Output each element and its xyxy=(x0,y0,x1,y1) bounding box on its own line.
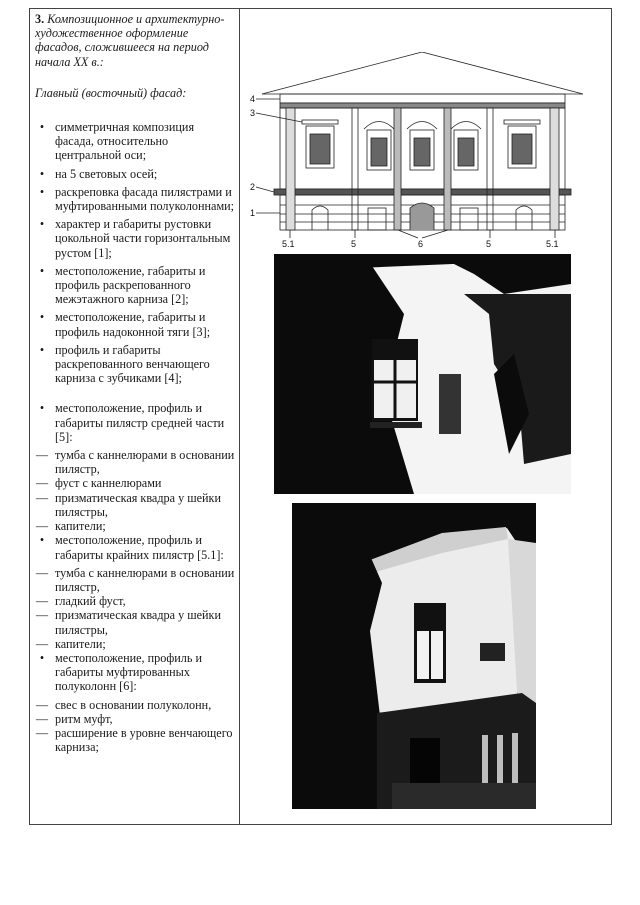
bullet-item xyxy=(35,264,235,307)
item-text: раскреповка фасада пилястрами и муфтированными полуколоннами; xyxy=(55,184,235,214)
roof-outline xyxy=(262,52,583,94)
item-text: капители; xyxy=(55,519,106,534)
item-text: профиль и габариты раскрепованного венчающего карниза с зубчиками [4]; xyxy=(55,342,210,386)
description-column xyxy=(35,12,235,754)
label-2: 2 xyxy=(250,182,256,192)
label-4: 4 xyxy=(250,94,256,104)
dash-mark: — xyxy=(35,490,49,505)
dash-subitem xyxy=(35,566,235,594)
bullet-item xyxy=(35,343,235,386)
section-number: 3. xyxy=(35,12,45,26)
item-text: расширение в уровне венчающего карниза; xyxy=(55,725,233,755)
dash-subitem xyxy=(35,637,235,651)
dash-mark: — xyxy=(35,565,49,580)
section-heading xyxy=(35,12,235,69)
item-text: местоположение, габариты и профиль надоконной тяги [3]; xyxy=(55,310,211,339)
dash-subitem xyxy=(35,476,235,490)
dash-mark: — xyxy=(35,697,49,712)
dash-subitem xyxy=(35,712,235,726)
facade-photo-window xyxy=(274,254,571,494)
dash-mark: — xyxy=(35,476,49,491)
dash-mark: — xyxy=(35,725,49,740)
item-text: призматическая квадра у шейки пилястры, xyxy=(55,608,221,637)
bullet-mark: • xyxy=(39,401,45,416)
bullet-item xyxy=(35,310,235,338)
label-5-left: 5 xyxy=(351,239,357,249)
label-1: 1 xyxy=(250,208,256,218)
bullet-item xyxy=(35,185,235,213)
item-text: местоположение, профиль и габариты муфтированных полуколонн [6]: xyxy=(55,650,202,694)
bullet-item xyxy=(35,651,235,694)
dash-mark: — xyxy=(35,519,49,534)
item-text: на 5 световых осей; xyxy=(55,166,158,181)
label-3: 3 xyxy=(250,108,256,118)
bullet-mark: • xyxy=(39,120,45,135)
item-text: симметричная композиция фасада, относительно центральной оси; xyxy=(55,120,195,163)
dash-mark: — xyxy=(35,448,49,463)
dash-subitem xyxy=(35,519,235,533)
facade-heading: Главный (восточный) фасад: xyxy=(35,85,187,100)
item-text: тумба с каннелюрами в основании пилястр, xyxy=(55,565,235,594)
bullet-mark: • xyxy=(39,310,45,325)
dash-subitem xyxy=(35,594,235,608)
item-text: гладкий фуст, xyxy=(55,594,126,609)
bullet-mark: • xyxy=(39,650,45,665)
item-text: свес в основании полуколонн, xyxy=(55,697,212,712)
item-text: капители; xyxy=(55,636,106,651)
bullet-mark: • xyxy=(39,263,45,278)
dash-mark: — xyxy=(35,608,49,623)
bullet-item xyxy=(35,167,235,181)
dash-subitem xyxy=(35,448,235,476)
feature-list xyxy=(35,120,235,754)
facade-photo-corner xyxy=(292,503,536,809)
dash-subitem xyxy=(35,698,235,712)
bullet-item xyxy=(35,533,235,561)
bullet-item xyxy=(35,217,235,260)
dash-subitem xyxy=(35,726,235,754)
item-text: тумба с каннелюрами в основании пилястр, xyxy=(55,448,235,477)
bullet-mark: • xyxy=(39,533,45,548)
dash-subitem xyxy=(35,608,235,636)
bullet-mark: • xyxy=(39,217,45,232)
item-text: местоположение, профиль и габариты пилястр средней части [5]: xyxy=(55,401,225,444)
bullet-mark: • xyxy=(39,342,45,357)
item-text: призматическая квадра у шейки пилястры, xyxy=(55,490,221,519)
item-text: ритм муфт, xyxy=(55,711,113,726)
item-text: местоположение, профиль и габариты крайних пилястр [5.1]: xyxy=(55,533,224,562)
bullet-mark: • xyxy=(39,184,45,199)
dash-mark: — xyxy=(35,711,49,726)
label-5-1-right: 5.1 xyxy=(546,239,559,249)
section-title: Композиционное и архитектурно-художественное оформление фасадов, сложившееся на период начала XX в.: xyxy=(35,12,225,69)
bullet-item xyxy=(35,120,235,163)
item-text: местоположение, габариты и профиль раскрепованного межэтажного карниза [2]; xyxy=(55,263,206,307)
item-text: характер и габариты рустовки цокольной части горизонтальным рустом [1]; xyxy=(55,217,231,260)
dash-mark: — xyxy=(35,636,49,651)
dash-subitem xyxy=(35,491,235,519)
bullet-mark: • xyxy=(39,166,45,181)
bullet-item xyxy=(35,401,235,444)
item-text: фуст с каннелюрами xyxy=(55,476,162,491)
label-6: 6 xyxy=(418,239,424,249)
label-5-right: 5 xyxy=(486,239,492,249)
facade-drawing xyxy=(250,52,595,250)
column-divider xyxy=(239,8,240,825)
label-5-1-left: 5.1 xyxy=(282,239,295,249)
dash-mark: — xyxy=(35,594,49,609)
